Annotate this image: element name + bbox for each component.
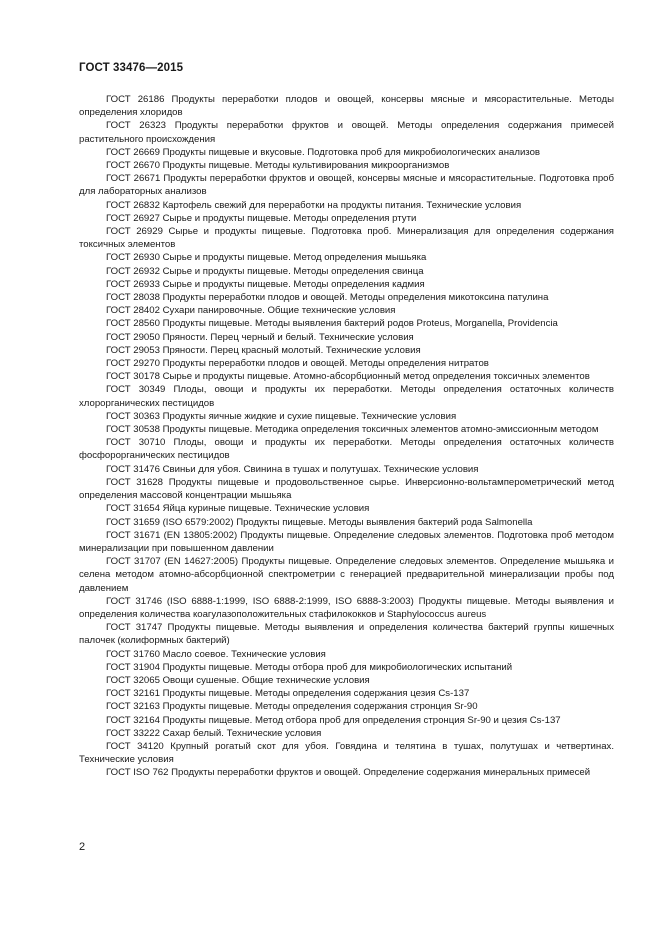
standard-entry: ГОСТ 30178 Сырье и продукты пищевые. Атомно-абсорбционный метод определения токсичных элементов	[106, 371, 590, 383]
standard-entry: ГОСТ 29050 Пряности. Перец черный и белый. Технические условия	[106, 331, 414, 343]
standard-entry: ГОСТ 31707 (EN 14627:2005) Продукты пищевые. Определение следовых элементов. Определение мышьяка и селена методом атомно-абсорбционной спектрометрии с генерацией предварительной минерализации пробы под давлением	[79, 556, 614, 594]
standard-entry: ГОСТ 29053 Пряности. Перец красный молотый. Технические условия	[106, 344, 421, 356]
standard-entry: ГОСТ 26186 Продукты переработки плодов и овощей, консервы мясные и мясорастительные. Методы определения хлоридов	[79, 94, 614, 119]
standard-entry: ГОСТ 31628 Продукты пищевые и продовольственное сырье. Инверсионно-вольтамперометрический метод определения массовой концентрации мышьяка	[79, 476, 614, 502]
standard-entry: ГОСТ 30710 Плоды, овощи и продукты их переработки. Методы определения остаточных количеств фосфорорганических пестицидов	[79, 437, 614, 462]
standard-entry: ГОСТ 31654 Яйца куриные пищевые. Технические условия	[106, 503, 370, 515]
standard-entry: ГОСТ 32065 Овощи сушеные. Общие технические условия	[106, 674, 370, 686]
standard-entry: ГОСТ 31747 Продукты пищевые. Методы выявления и определения количества бактерий группы кишечных палочек (колиформных бактерий)	[79, 622, 614, 647]
standard-entry: ГОСТ 28402 Сухари панировочные. Общие технические условия	[106, 305, 396, 317]
standard-entry: ГОСТ 28038 Продукты переработки плодов и овощей. Методы определения микотоксина патулина	[106, 292, 549, 304]
standard-entry: ГОСТ 30538 Продукты пищевые. Методика определения токсичных элементов атомно-эмиссионным методом	[106, 424, 599, 436]
standard-entry: ГОСТ 26670 Продукты пищевые. Методы культивирования микроорганизмов	[106, 160, 450, 172]
standards-list	[79, 93, 614, 780]
standard-entry: ГОСТ 26669 Продукты пищевые и вкусовые. Подготовка проб для микробиологических анализов	[106, 146, 541, 158]
standard-entry: ГОСТ 26671 Продукты переработки фруктов и овощей, консервы мясные и мясорастительные. Подготовка проб для лабораторных анализов	[79, 173, 614, 198]
standard-entry: ГОСТ 32164 Продукты пищевые. Метод отбора проб для определения стронция Sr-90 и цезия Cs-137	[106, 714, 561, 726]
standard-entry: ГОСТ 30363 Продукты яичные жидкие и сухие пищевые. Технические условия	[106, 410, 457, 422]
standard-entry: ГОСТ 26929 Сырье и продукты пищевые. Подготовка проб. Минерализация для определения содержания токсичных элементов	[79, 226, 614, 251]
standard-entry: ГОСТ 31659 (ISO 6579:2002) Продукты пищевые. Методы выявления бактерий рода Salmonella	[106, 516, 533, 528]
standard-entry: ГОСТ 31746 (ISO 6888-1:1999, ISO 6888-2:1999, ISO 6888-3:2003) Продукты пищевые. Методы выявления и определения количества коагулазоположительных стафилококков и Staphylococcus aureus	[79, 595, 614, 620]
standard-entry: ГОСТ 28560 Продукты пищевые. Методы выявления бактерий родов Proteus, Morganella, Providencia	[106, 318, 558, 330]
standard-entry: ГОСТ 32161 Продукты пищевые. Методы определения содержания цезия Cs-137	[106, 688, 470, 700]
standard-entry: ГОСТ 31671 (EN 13805:2002) Продукты пищевые. Определение следовых элементов. Подготовка проб методом минерализации при повышенном давлении	[79, 529, 614, 554]
standard-entry: ГОСТ 26323 Продукты переработки фруктов и овощей. Методы определения содержания примесей растительного происхождения	[79, 120, 614, 145]
standard-entry: ГОСТ 31904 Продукты пищевые. Методы отбора проб для микробиологических испытаний	[106, 661, 513, 673]
standard-entry: ГОСТ ISO 762 Продукты переработки фруктов и овощей. Определение содержания минеральных примесей	[106, 767, 591, 779]
standard-entry: ГОСТ 26933 Сырье и продукты пищевые. Методы определения кадмия	[106, 278, 425, 290]
document-header: ГОСТ 33476—2015	[79, 62, 184, 74]
standard-entry: ГОСТ 26930 Сырье и продукты пищевые. Метод определения мышьяка	[106, 252, 427, 264]
page-number: 2	[79, 841, 86, 853]
standard-entry: ГОСТ 33222 Сахар белый. Технические условия	[106, 727, 322, 739]
standard-entry: ГОСТ 26832 Картофель свежий для переработки на продукты питания. Технические условия	[106, 199, 522, 211]
standard-entry: ГОСТ 32163 Продукты пищевые. Методы определения содержания стронция Sr-90	[106, 701, 478, 713]
standard-entry: ГОСТ 31760 Масло соевое. Технические условия	[106, 648, 326, 660]
standard-entry: ГОСТ 30349 Плоды, овощи и продукты их переработки. Методы определения остаточных количеств хлорорганических пестицидов	[79, 384, 614, 409]
standard-entry: ГОСТ 29270 Продукты переработки плодов и овощей. Методы определения нитратов	[106, 358, 489, 370]
standard-entry: ГОСТ 31476 Свиньи для убоя. Свинина в тушах и полутушах. Технические условия	[106, 463, 479, 475]
standard-entry: ГОСТ 26927 Сырье и продукты пищевые. Методы определения ртути	[106, 212, 417, 224]
standard-entry: ГОСТ 34120 Крупный рогатый скот для убоя. Говядина и телятина в тушах, полутушах и четвертинах. Технические условия	[79, 740, 614, 766]
standard-entry: ГОСТ 26932 Сырье и продукты пищевые. Методы определения свинца	[106, 265, 424, 277]
